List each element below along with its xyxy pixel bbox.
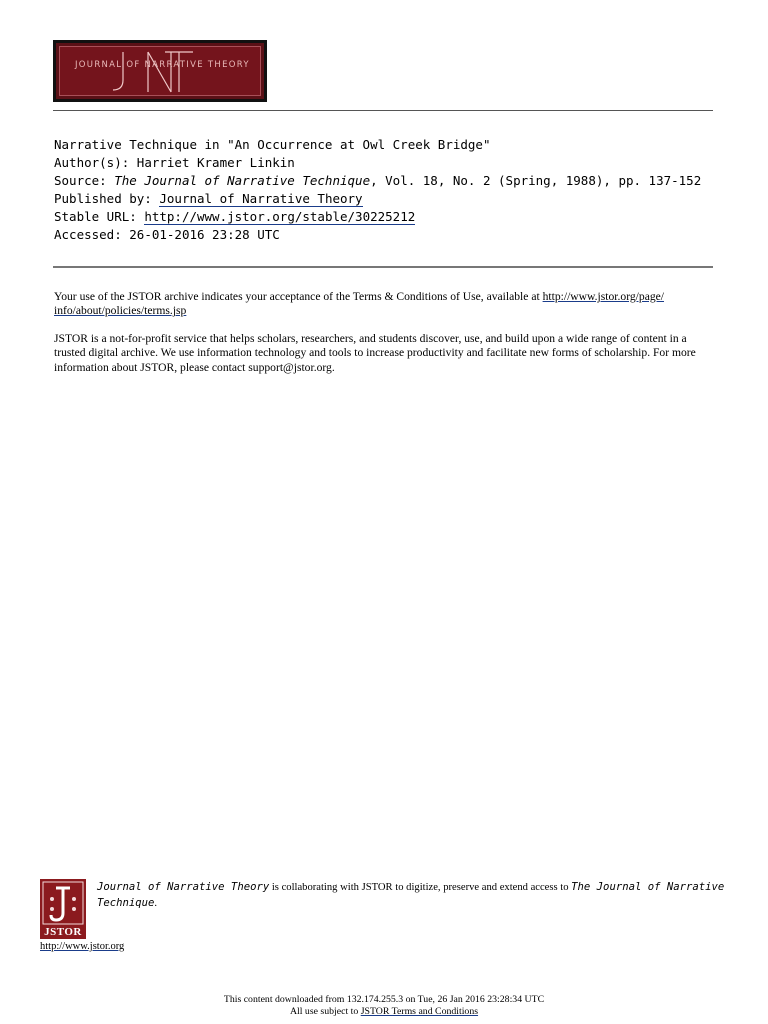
publisher-link[interactable]: Journal of Narrative Theory xyxy=(159,191,363,206)
collab-journal: The Journal of Narrative Technique xyxy=(97,881,725,909)
terms-notice: All use subject to JSTOR Terms and Conditions xyxy=(289,1005,479,1017)
about-paragraph: JSTOR is a not-for-profit service that helps scholars, researchers, and students discover, use, and build upon a wide range of content in a trusted digital archive. We use information technology and tools to increase productivity and facilitate new forms of scholarship. For more information about JSTOR, please contact support@jstor.org. xyxy=(54,332,696,374)
accessed-date: 26-01-2016 23:28 UTC xyxy=(129,227,280,242)
download-footer xyxy=(0,994,768,1017)
terms-link[interactable]: http://www.jstor.org/page/ info/about/policies/terms.jsp xyxy=(54,290,664,318)
author-name: Harriet Kramer Linkin xyxy=(136,155,295,170)
collab-publisher: Journal of Narrative Theory xyxy=(97,881,270,893)
jnt-monogram-icon xyxy=(53,40,267,102)
jstor-terms-link[interactable]: JSTOR Terms and Conditions xyxy=(360,1005,479,1017)
top-divider xyxy=(53,110,713,111)
jstor-logo[interactable] xyxy=(40,879,86,939)
accessed-line: Accessed: 26-01-2016 23:28 UTC xyxy=(54,227,280,242)
publisher-line: Published by: Journal of Narrative Theory xyxy=(54,191,363,206)
source-journal: The Journal of Narrative Technique xyxy=(114,173,371,188)
terms-paragraph: Your use of the JSTOR archive indicates your acceptance of the Terms & Conditions of Use, available at http://www.jstor.org/page/ info/about/policies/terms.jsp xyxy=(54,290,664,318)
source-line: Source: The Journal of Narrative Technique, Vol. 18, No. 2 (Spring, 1988), pp. 137-152 xyxy=(54,173,702,188)
article-title: Narrative Technique in "An Occurrence at Owl Creek Bridge" xyxy=(54,137,491,152)
stable-url-link[interactable]: http://www.jstor.org/stable/30225212 xyxy=(144,209,416,224)
stable-url-line: Stable URL: http://www.jstor.org/stable/30225212 xyxy=(54,209,416,224)
jstor-logo-label: JSTOR xyxy=(44,926,82,938)
journal-logo xyxy=(53,40,267,102)
journal-logo-text: JOURNAL OF NARRATIVE THEORY xyxy=(75,60,250,70)
jstor-home-link[interactable]: http://www.jstor.org xyxy=(40,941,125,952)
author-line: Author(s): Harriet Kramer Linkin xyxy=(54,155,295,170)
source-details: , Vol. 18, No. 2 (Spring, 1988), pp. 137-152 xyxy=(370,173,702,188)
download-info: This content downloaded from 132.174.255.3 on Tue, 26 Jan 2016 23:28:34 UTC xyxy=(223,994,545,1005)
middle-divider xyxy=(53,266,713,268)
collaboration-notice: Journal of Narrative Theory is collaborating with JSTOR to digitize, preserve and extend access to The Journal of Narrative Technique. xyxy=(97,881,725,909)
